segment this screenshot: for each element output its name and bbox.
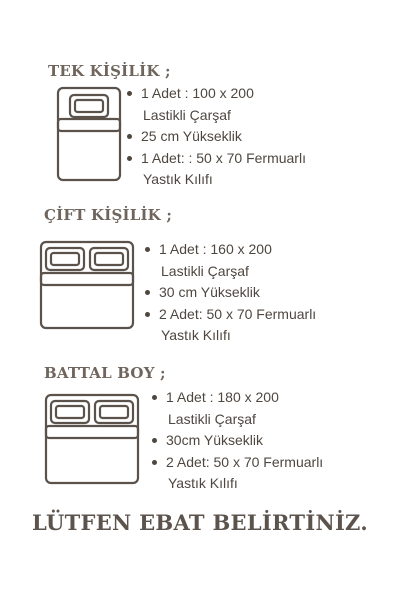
spec-item: 1 Adet : 180 x 200 Lastikli Çarşaf [151,387,323,430]
double-bed-icon [39,240,135,330]
single-bed-icon [56,86,122,182]
spec-item: 1 Adet : 160 x 200 Lastikli Çarşaf [144,239,316,282]
spec-item: 1 Adet: : 50 x 70 Fermuarlı Yastık Kılıfı [126,148,306,191]
spec-item: 30 cm Yükseklik [144,282,316,304]
section-title-double: ÇİFT KİŞİLİK ; [44,206,173,224]
spec-list-double [144,239,316,347]
section-title-king: BATTAL BOY ; [44,364,166,382]
spec-item: 2 Adet: 50 x 70 Fermuarlı Yastık Kılıfı [144,304,316,347]
spec-item: 30cm Yükseklik [151,430,323,452]
spec-list-king [151,387,323,495]
spec-item: 1 Adet : 100 x 200 Lastikli Çarşaf [126,83,306,126]
spec-item: 2 Adet: 50 x 70 Fermuarlı Yastık Kılıfı [151,452,323,495]
spec-list-single [126,83,306,191]
section-title-single: TEK KİŞİLİK ; [48,62,171,80]
spec-item: 25 cm Yükseklik [126,126,306,148]
footer-notice: LÜTFEN EBAT BELİRTİNİZ. [32,510,368,535]
king-bed-icon [44,393,140,485]
